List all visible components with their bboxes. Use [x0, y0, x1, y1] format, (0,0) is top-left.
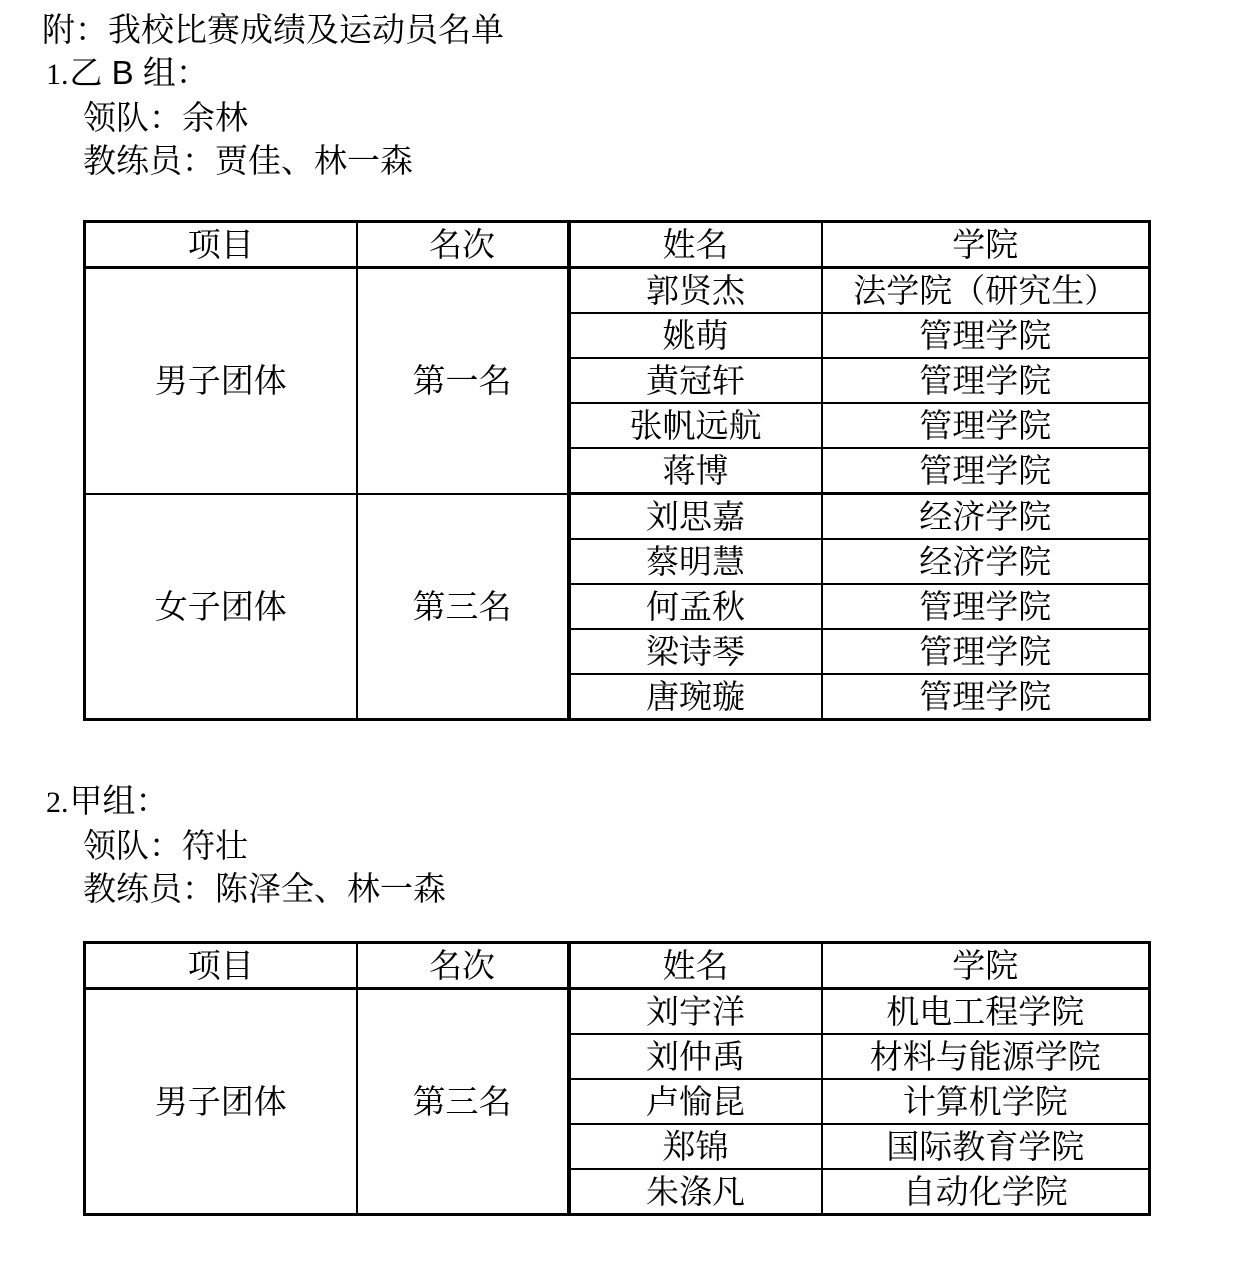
section-2-leader: 领队：符壮 — [83, 827, 248, 864]
event-cell: 男子团体 — [85, 268, 357, 494]
table-header-row — [85, 943, 1150, 989]
athlete-name: 卢愉昆 — [569, 1079, 822, 1124]
col-header-college: 学院 — [822, 222, 1150, 268]
rank-cell: 第三名 — [357, 494, 569, 720]
athlete-name: 黄冠轩 — [569, 358, 822, 403]
college-name: 法学院（研究生） — [822, 268, 1150, 314]
section-2-group-name: 甲组： — [69, 782, 169, 819]
section-1-leader: 领队：余林 — [83, 99, 248, 136]
rank-cell: 第三名 — [357, 989, 569, 1215]
college-name: 经济学院 — [822, 494, 1150, 540]
table-row — [85, 494, 1150, 540]
col-header-name: 姓名 — [569, 222, 822, 268]
section-1-coach: 教练员：贾佳、林一森 — [83, 142, 413, 179]
college-name: 计算机学院 — [822, 1079, 1150, 1124]
athlete-name: 郭贤杰 — [569, 268, 822, 314]
page-title: 附：我校比赛成绩及运动员名单 — [42, 11, 504, 48]
col-header-name: 姓名 — [569, 943, 822, 989]
section-1-group-name: 乙 B 组： — [69, 54, 209, 91]
col-header-event: 项目 — [85, 943, 357, 989]
event-cell: 女子团体 — [85, 494, 357, 720]
college-name: 管理学院 — [822, 629, 1150, 674]
college-name: 材料与能源学院 — [822, 1034, 1150, 1079]
athlete-name: 蔡明慧 — [569, 539, 822, 584]
table-header-row — [85, 222, 1150, 268]
college-name: 管理学院 — [822, 448, 1150, 494]
athlete-name: 唐琬璇 — [569, 674, 822, 720]
athlete-name: 刘宇洋 — [569, 989, 822, 1035]
college-name: 自动化学院 — [822, 1169, 1150, 1215]
college-name: 管理学院 — [822, 358, 1150, 403]
col-header-event: 项目 — [85, 222, 357, 268]
section-1-number: 1. — [46, 58, 69, 91]
results-table-2 — [83, 941, 1151, 1216]
event-cell: 男子团体 — [85, 989, 357, 1215]
athlete-name: 朱涤凡 — [569, 1169, 822, 1215]
table-row — [85, 989, 1150, 1035]
college-name: 国际教育学院 — [822, 1124, 1150, 1169]
rank-cell: 第一名 — [357, 268, 569, 494]
athlete-name: 张帆远航 — [569, 403, 822, 448]
results-table-1 — [83, 220, 1151, 721]
col-header-rank: 名次 — [357, 222, 569, 268]
section-2-number: 2. — [46, 786, 69, 819]
college-name: 机电工程学院 — [822, 989, 1150, 1035]
college-name: 管理学院 — [822, 313, 1150, 358]
athlete-name: 蒋博 — [569, 448, 822, 494]
athlete-name: 刘仲禹 — [569, 1034, 822, 1079]
table-row — [85, 268, 1150, 314]
athlete-name: 姚萌 — [569, 313, 822, 358]
col-header-college: 学院 — [822, 943, 1150, 989]
college-name: 经济学院 — [822, 539, 1150, 584]
section-2-heading — [46, 779, 1238, 824]
section-1-heading — [46, 51, 1238, 96]
athlete-name: 刘思嘉 — [569, 494, 822, 540]
college-name: 管理学院 — [822, 584, 1150, 629]
athlete-name: 梁诗琴 — [569, 629, 822, 674]
college-name: 管理学院 — [822, 674, 1150, 720]
athlete-name: 郑锦 — [569, 1124, 822, 1169]
college-name: 管理学院 — [822, 403, 1150, 448]
col-header-rank: 名次 — [357, 943, 569, 989]
section-2-coach: 教练员：陈泽全、林一森 — [83, 870, 446, 907]
athlete-name: 何孟秋 — [569, 584, 822, 629]
